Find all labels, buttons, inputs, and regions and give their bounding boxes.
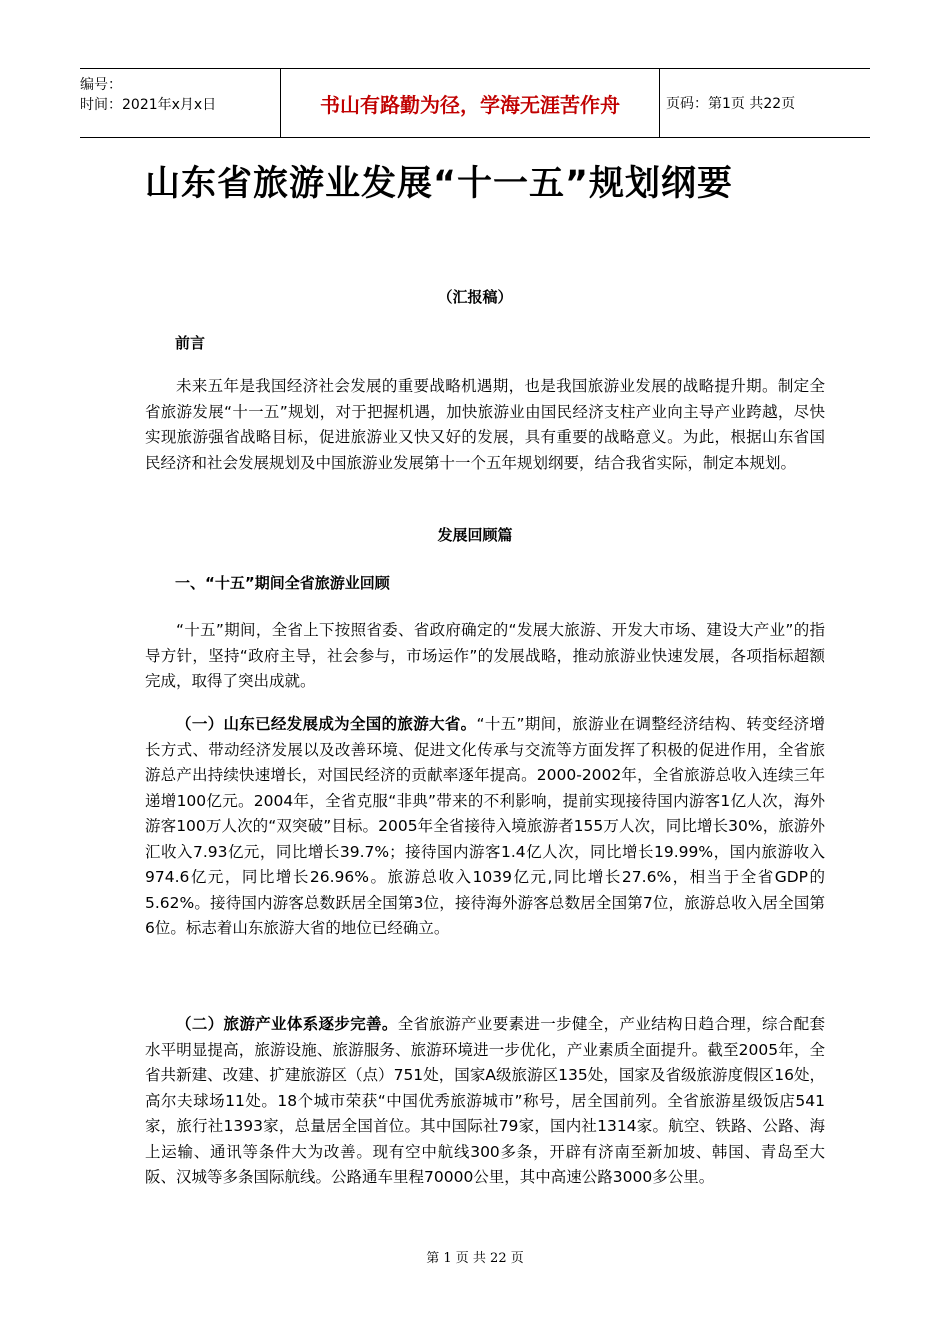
preface-paragraph: 未来五年是我国经济社会发展的重要战略机遇期，也是我国旅游业发展的战略提升期。制定全省旅游发展“十一五”规划，对于把握机遇，加快旅游业由国民经济支柱产业向主导产业跨越，尽快实现旅游强省战略目标，促进旅游业又快又好的发展，具有重要的战略意义。为此，根据山东省国民经济和社会发展规划及中国旅游业发展第十一个五年规划纲要，结合我省实际，制定本规划。 — [145, 377, 825, 472]
preface-heading: 前言 — [175, 334, 206, 352]
document-subtitle: （汇报稿） — [437, 288, 513, 306]
page-footer: 第 1 页 共 22 页 — [426, 1251, 524, 1266]
header-page-info: 页码：第1页 共22页 — [666, 96, 796, 112]
doc-time-label: 时间：2021年x月x日 — [80, 97, 217, 113]
item-one-lead: （一）山东已经发展成为全国的旅游大省。 — [176, 715, 477, 733]
section-heading: 一、“十五”期间全省旅游业回顾 — [175, 574, 390, 592]
item-one-paragraph — [145, 712, 825, 942]
item-two-text: 全省旅游产业要素进一步健全，产业结构日趋合理，综合配套水平明显提高，旅游设施、旅游服务、旅游环境进一步优化，产业素质全面提升。截至2005年，全省共新建、改建、扩建旅游区（点）751处，国家A级旅游区135处，国家及省级旅游度假区16处，高尔夫球场11处。18个城市荣获“中国优秀旅游城市”称号，居全国前列。全省旅游星级饭店541家，旅行社1393家，总量居全国首位。其中国际社79家，国内社1314家。航空、铁路、公路、海上运输、通讯等条件大为改善。现有空中航线300多条，开辟有济南至新加坡、韩国、青岛至大阪、汉城等多条国际航线。公路通车里程70000公里，其中高速公路3000多公里。 — [145, 1015, 825, 1186]
document-title: 山东省旅游业发展“十一五”规划纲要 — [145, 164, 734, 204]
item-one-text: “十五”期间，旅游业在调整经济结构、转变经济增长方式、带动经济发展以及改善环境、促进文化传承与交流等方面发挥了积极的促进作用，全省旅游总产出持续快速增长，对国民经济的贡献率逐年提高。2000-2002年，全省旅游总收入连续三年递增100亿元。2004年，全省克服“非典”带来的不利影响，提前实现接待国内游客1亿人次，海外游客100万人次的“双突破”目标。2005年全省接待入境旅游者155万人次，同比增长30%，旅游外汇收入7.93亿元，同比增长39.7%；接待国内游客1.4亿人次，同比增长19.99%，国内旅游收入974.6亿元，同比增长26.96%。旅游总收入1039亿元,同比增长27.6%，相当于全省GDP的5.62%。接待国内游客总数跃居全国第3位，接待海外游客总数居全国第7位，旅游总收入居全国第6位。标志着山东旅游大省的地位已经确立。 — [145, 715, 825, 937]
page-header — [80, 68, 870, 138]
header-motto: 书山有路勤为径，学海无涯苦作舟 — [280, 69, 660, 137]
part-heading: 发展回顾篇 — [437, 526, 513, 544]
header-meta — [80, 69, 280, 137]
item-two-paragraph — [145, 1012, 825, 1191]
section-intro-paragraph: “十五”期间，全省上下按照省委、省政府确定的“发展大旅游、开发大市场、建设大产业”的指导方针，坚持“政府主导，社会参与，市场运作”的发展战略，推动旅游业快速发展，各项指标超额完成，取得了突出成就。 — [145, 621, 825, 690]
doc-number-label: 编号： — [80, 77, 122, 93]
item-two-lead: （二）旅游产业体系逐步完善。 — [176, 1015, 398, 1033]
